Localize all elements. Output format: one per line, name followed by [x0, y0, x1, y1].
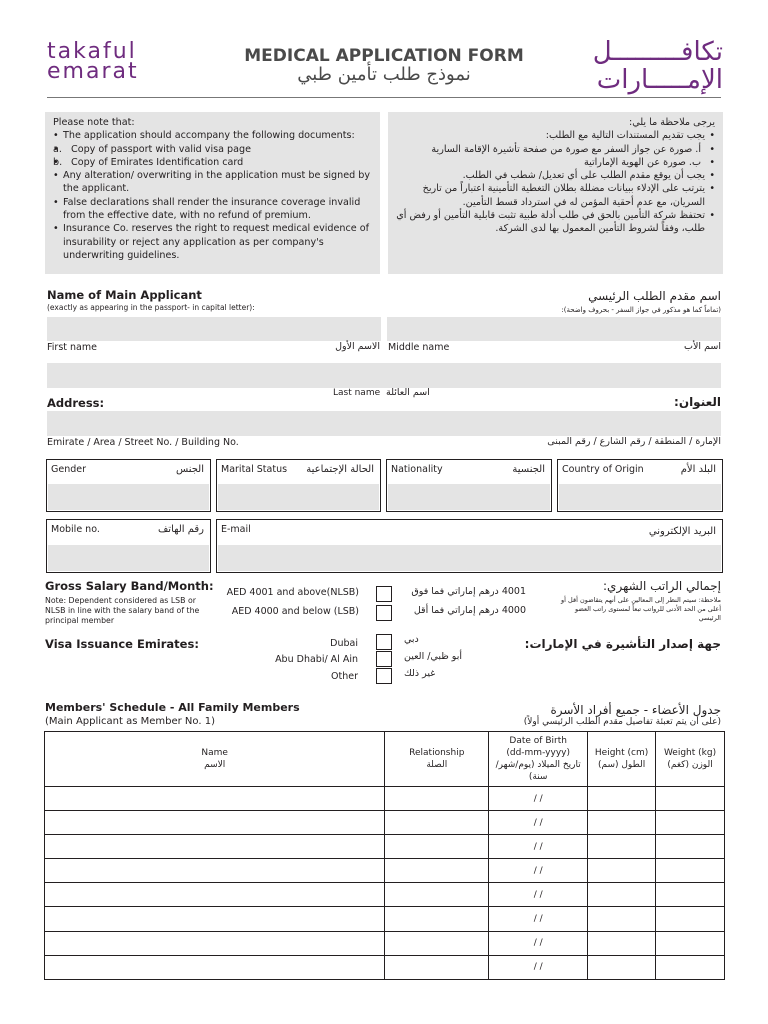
col-name: Name الاسم	[45, 732, 385, 787]
member-weight-cell[interactable]	[656, 835, 725, 859]
table-row	[45, 955, 725, 979]
salary-note-ar: ملاحظة: سيتم النظر إلى المعالين على أنهم يتقاضون أقل أو أعلى من الحد الأدنى للرواتب تبعاً لمستوى راتب العضو الرئيسي	[561, 596, 721, 622]
member-relationship-cell[interactable]	[385, 931, 489, 955]
member-name-cell[interactable]	[45, 883, 385, 907]
note-subitem: • ب. صورة عن الهوية الإماراتية	[396, 156, 715, 169]
salary-heading-en: Gross Salary Band/Month:	[45, 579, 214, 593]
member-weight-cell[interactable]	[656, 811, 725, 835]
address-sub-en: Emirate / Area / Street No. / Building No.	[47, 437, 239, 448]
visa-opt2-label: Abu Dhabi/ Al Ain	[275, 654, 358, 665]
note-item: • يجب تقديم المستندات التالية مع الطلب:	[396, 129, 715, 142]
visa-opt3-label-ar: غير ذلك	[404, 668, 436, 679]
email-label-ar: البريد الإلكتروني	[648, 526, 716, 537]
salary-heading-ar: إجمالي الراتب الشهري:	[603, 579, 721, 593]
logo-en	[47, 39, 139, 84]
email-input[interactable]	[218, 545, 721, 571]
logo-en-line1: takaful	[47, 39, 137, 64]
address-input[interactable]	[47, 411, 721, 436]
logo-ar-line2: الإمـــــارات	[596, 65, 723, 95]
last-name-label: Last name	[333, 388, 381, 398]
first-name-label-ar: الاسم الأول	[335, 341, 380, 352]
notes-ar	[388, 112, 723, 274]
country-of-origin-input[interactable]	[559, 484, 721, 510]
salary-opt1-label-ar: 4001 درهم إماراتي فما فوق	[411, 586, 526, 597]
applicant-note-ar: (تماماً كما هو مذكور في جواز السفر - بحروف واضحة):	[561, 306, 721, 314]
marital-status-label: Marital Status	[221, 464, 288, 475]
member-dob-cell[interactable]: / /	[489, 883, 588, 907]
member-name-cell[interactable]	[45, 859, 385, 883]
member-relationship-cell[interactable]	[385, 859, 489, 883]
visa-opt1-label: Dubai	[330, 638, 358, 649]
member-dob-cell[interactable]: / /	[489, 907, 588, 931]
applicant-note-en: (exactly as appearing in the passport- in capital letter):	[47, 303, 255, 312]
nationality-field[interactable]	[386, 459, 552, 512]
member-name-cell[interactable]	[45, 835, 385, 859]
visa-opt3-label: Other	[331, 671, 358, 682]
table-row	[45, 859, 725, 883]
member-name-cell[interactable]	[45, 907, 385, 931]
logo-en-line2: emarat	[47, 59, 139, 84]
member-height-cell[interactable]	[588, 811, 656, 835]
note-item: • False declarations shall render the insurance coverage invalid from the effective date, with no refund of premium.	[53, 196, 372, 223]
members-sub-ar: (على أن يتم تعبئة تفاصيل مقدم الطلب الرئيسي أولاً)	[523, 717, 721, 727]
gender-field[interactable]	[46, 459, 211, 512]
member-weight-cell[interactable]	[656, 955, 725, 979]
first-name-label: First name	[47, 342, 97, 353]
mobile-input[interactable]	[48, 545, 209, 571]
email-field[interactable]	[216, 519, 723, 573]
note-item: • The application should accompany the following documents:	[53, 129, 372, 142]
salary-opt1-label: AED 4001 and above(NLSB)	[226, 587, 359, 598]
table-row	[45, 931, 725, 955]
member-weight-cell[interactable]	[656, 787, 725, 811]
member-height-cell[interactable]	[588, 835, 656, 859]
note-subitem: • أ. صورة عن جواز السفر مع صورة من صفحة تأشيرة الإقامة السارية	[396, 143, 715, 156]
applicant-heading-ar: اسم مقدم الطلب الرئيسي	[588, 289, 721, 303]
salary-opt2-label-ar: 4000 درهم إماراتي فما أقل	[413, 605, 526, 616]
members-heading-ar: جدول الأعضاء - جميع أفراد الأسرة	[550, 703, 721, 717]
country-of-origin-label-ar: البلد الأم	[680, 464, 716, 475]
salary-opt2-checkbox[interactable]	[376, 605, 392, 621]
note-subitem: • b. Copy of Emirates Identification card	[53, 156, 372, 169]
applicant-heading-en: Name of Main Applicant	[47, 288, 202, 302]
note-item: • Any alteration/ overwriting in the application must be signed by the applicant.	[53, 169, 372, 196]
marital-status-label-ar: الحالة الإجتماعية	[306, 464, 374, 475]
visa-dubai-checkbox[interactable]	[376, 634, 392, 650]
table-row	[45, 883, 725, 907]
marital-status-field[interactable]	[216, 459, 381, 512]
visa-other-checkbox[interactable]	[376, 668, 392, 684]
member-relationship-cell[interactable]	[385, 883, 489, 907]
member-height-cell[interactable]	[588, 883, 656, 907]
nationality-label: Nationality	[391, 464, 443, 475]
member-dob-cell[interactable]: / /	[489, 859, 588, 883]
members-table-header	[45, 732, 725, 787]
member-relationship-cell[interactable]	[385, 835, 489, 859]
country-of-origin-label: Country of Origin	[562, 464, 644, 475]
member-weight-cell[interactable]	[656, 859, 725, 883]
gender-label: Gender	[51, 464, 87, 475]
first-name-input[interactable]	[47, 317, 381, 341]
visa-heading-en: Visa Issuance Emirates:	[45, 637, 199, 651]
note-item: • Insurance Co. reserves the right to request medical evidence of insurability or reject any application as per company's underwriting guidelines.	[53, 222, 372, 262]
marital-status-input[interactable]	[218, 484, 379, 510]
member-dob-cell[interactable]: / /	[489, 811, 588, 835]
mobile-field[interactable]	[46, 519, 211, 573]
member-height-cell[interactable]	[588, 955, 656, 979]
form-title-ar: نموذج طلب تأمين طبي	[297, 64, 471, 85]
member-name-cell[interactable]	[45, 787, 385, 811]
member-name-cell[interactable]	[45, 955, 385, 979]
col-dob: Date of Birth (dd-mm-yyyy) تاريخ الميلاد (يوم/شهر/سنة)	[489, 732, 588, 787]
nationality-label-ar: الجنسية	[512, 464, 545, 475]
nationality-input[interactable]	[388, 484, 550, 510]
member-dob-cell[interactable]: / /	[489, 835, 588, 859]
mobile-label-ar: رقم الهاتف	[157, 524, 204, 535]
member-relationship-cell[interactable]	[385, 787, 489, 811]
member-dob-cell[interactable]: / /	[489, 787, 588, 811]
col-relationship: Relationship الصلة	[385, 732, 489, 787]
members-heading-en: Members' Schedule - All Family Members	[45, 701, 300, 714]
logo-ar-line1: تكافـــــــــل	[592, 37, 723, 67]
gender-label-ar: الجنس	[175, 464, 204, 475]
address-heading-ar: العنوان:	[674, 395, 721, 409]
member-weight-cell[interactable]	[656, 883, 725, 907]
member-name-cell[interactable]	[45, 931, 385, 955]
form-title-en: MEDICAL APPLICATION FORM	[244, 46, 524, 66]
gender-input[interactable]	[48, 484, 209, 510]
member-name-cell[interactable]	[45, 811, 385, 835]
middle-name-label: Middle name	[388, 342, 450, 353]
middle-name-input[interactable]	[387, 317, 721, 341]
members-table	[44, 731, 725, 980]
member-relationship-cell[interactable]	[385, 811, 489, 835]
notes-en	[45, 112, 380, 274]
member-height-cell[interactable]	[588, 907, 656, 931]
visa-abudhabi-checkbox[interactable]	[376, 651, 392, 667]
member-relationship-cell[interactable]	[385, 955, 489, 979]
member-height-cell[interactable]	[588, 787, 656, 811]
salary-opt1-checkbox[interactable]	[376, 586, 392, 602]
mobile-label: Mobile no.	[51, 524, 100, 535]
address-sub-ar: الإمارة / المنطقة / رقم الشارع / رقم المبنى	[547, 436, 721, 447]
members-sub-en: (Main Applicant as Member No. 1)	[45, 716, 215, 727]
table-row	[45, 787, 725, 811]
member-weight-cell[interactable]	[656, 931, 725, 955]
visa-opt1-label-ar: دبي	[404, 634, 419, 645]
member-dob-cell[interactable]: / /	[489, 931, 588, 955]
member-height-cell[interactable]	[588, 859, 656, 883]
notes-heading-en: Please note that:	[53, 117, 135, 128]
header-divider	[47, 97, 721, 98]
email-label: E-mail	[221, 524, 251, 535]
col-weight: Weight (kg) الوزن (كغم)	[656, 732, 725, 787]
col-height: Height (cm) الطول (سم)	[588, 732, 656, 787]
member-height-cell[interactable]	[588, 931, 656, 955]
member-dob-cell[interactable]: / /	[489, 955, 588, 979]
note-subitem: • a. Copy of passport with valid visa page	[53, 143, 372, 156]
salary-note-en: Note: Dependent considered as LSB or NLSB in line with the salary band of the principal member	[45, 596, 200, 625]
member-relationship-cell[interactable]	[385, 907, 489, 931]
visa-heading-ar: جهة إصدار التأشيرة في الإمارات:	[524, 637, 721, 651]
table-row	[45, 907, 725, 931]
note-item: • يترتب على الإدلاء ببيانات مضللة بطلان التغطية التأمينية اعتباراً من تاريخ السريان، مع عدم أحقية المؤمن له في استرداد قسط التأمين.	[396, 182, 715, 209]
last-name-input[interactable]	[47, 363, 721, 388]
table-row	[45, 835, 725, 859]
note-item: • يجب أن يوقع مقدم الطلب على أي تعديل/ شطب في الطلب.	[396, 169, 715, 182]
last-name-label-ar: اسم العائلة	[386, 387, 430, 398]
logo-ar	[593, 38, 723, 94]
visa-opt2-label-ar: أبو ظبي/ العين	[404, 651, 462, 662]
address-heading-en: Address:	[47, 396, 105, 410]
table-row	[45, 811, 725, 835]
country-of-origin-field[interactable]	[557, 459, 723, 512]
note-item: • تحتفظ شركة التأمين بالحق في طلب أدلة طبية تثبت قابلية التأمين أو رفض أي طلب، وفقاً لشروط التأمين المعمول بها لدى الشركة.	[396, 209, 715, 236]
salary-opt2-label: AED 4000 and below (LSB)	[231, 606, 359, 617]
member-weight-cell[interactable]	[656, 907, 725, 931]
notes-heading-ar: يرجى ملاحظة ما يلي:	[629, 117, 715, 128]
middle-name-label-ar: اسم الأب	[684, 341, 721, 352]
